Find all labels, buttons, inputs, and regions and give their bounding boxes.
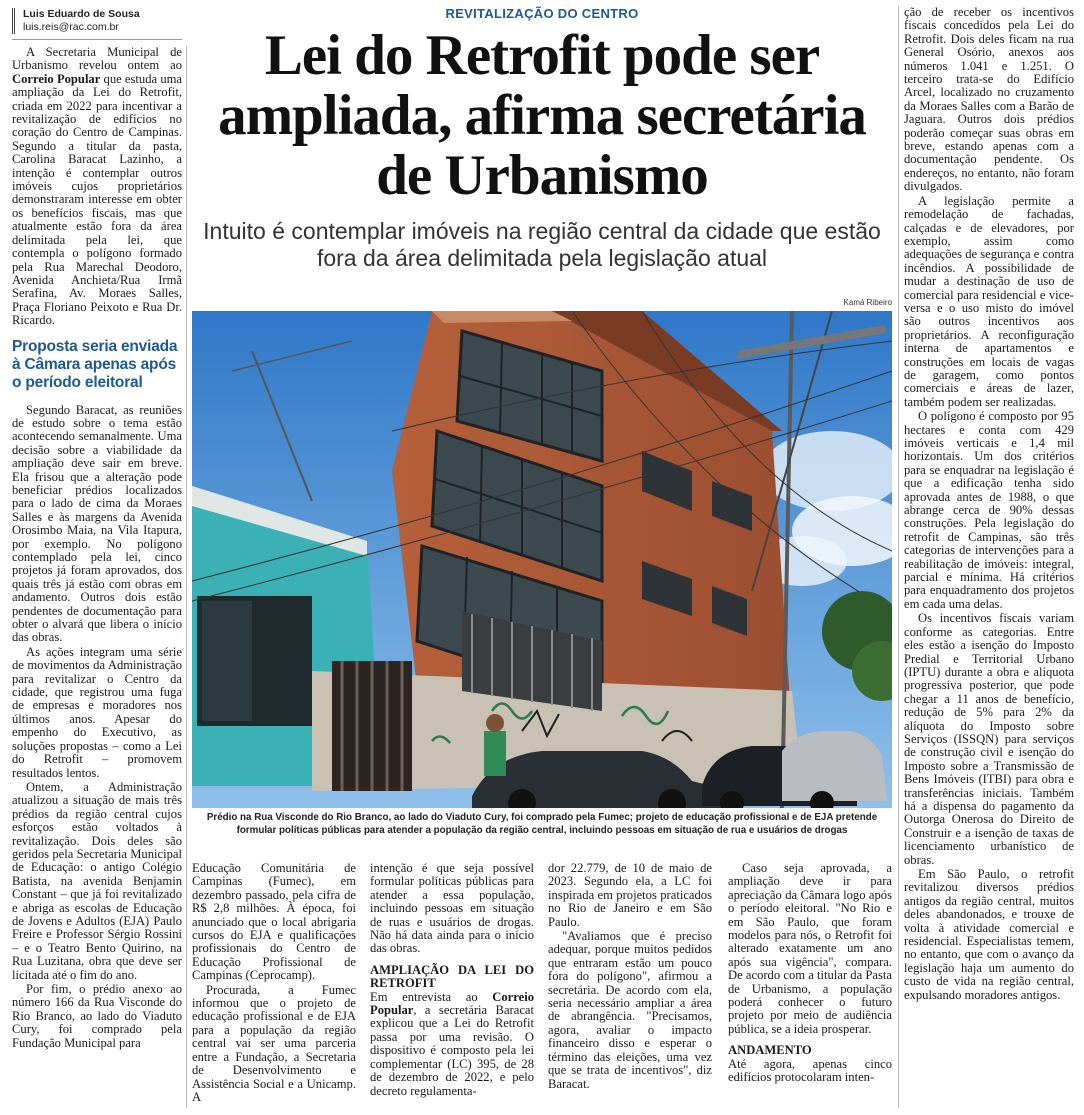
newspaper-name: Correio Popular (12, 71, 101, 86)
article-column-6 (904, 6, 1074, 1003)
article-column-2 (192, 862, 356, 1105)
article-column-4 (548, 862, 712, 1092)
paragraph: dor 22.779, de 10 de maio de 2023. Segundo ela, a LC foi inspirada em projetos praticados no Rio de Janeiro e em São Paulo. (548, 861, 712, 929)
newspaper-name: Correio Popular (370, 989, 534, 1018)
paragraph: O polígono é composto por 95 hectares e conta com 429 imóveis verticais e 1,4 mil horizontais. Um dos critérios para se enquadrar na legislação é que a edificação tenha sido aprovada antes de 1988, o que abrange cerca de 90% dessas construções. Pela legislação do retrofit de Campinas, são três categorias de intervenções para a reabilitação de imóveis: integral, parcial e mínima. Há critérios para enquadramento dos projetos em cada uma delas. (904, 409, 1074, 611)
headline: Lei do Retrofit pode ser ampliada, afirma secretária de Urbanismo (218, 24, 866, 207)
photo-credit: Kamá Ribeiro (843, 298, 892, 307)
paragraph: Em entrevista ao Correio Popular, a secretária Baracat explicou que a Lei do Retrofit passa por uma revisão. O dispositivo é composto pela lei complementar (LC) 395, de 28 de dezembro de 2022, e pelo decreto regulamenta- (370, 989, 534, 1098)
paragraph: Por fim, o prédio anexo ao número 166 da Rua Visconde do Rio Branco, ao lado do Viaduto Cury, foi comprado pela Fundação Municipal para (12, 982, 182, 1050)
column-divider (898, 6, 899, 1108)
article-column-5 (728, 862, 892, 1086)
building-photo-illustration (192, 311, 892, 808)
paragraph: ção de receber os incentivos fiscais concedidos pela Lei do Retrofit. Dois deles ficam na rua General Osório, anexos aos números 1.041 e 1.251. O terceiro trata-se do Edifício Arcel, localizado no cruzamento da Moraes Salles com a Barão de Jaguara. Outros dois prédios poderão começar suas obras em breve, estando apenas com a documentação pendente. Os endereços, no entanto, não foram divulgados. (904, 5, 1074, 194)
paragraph: intenção é que seja possível formular políticas públicas para atender a essa população, incluindo pessoas em situação de ruas e usuários de drogas. Não há data ainda para o início das obras. (370, 861, 534, 956)
photo-caption: Prédio na Rua Visconde do Rio Branco, ao lado do Viaduto Cury, foi comprado pela Fumec; projeto de educação profissional e de EJA pretende formular políticas públicas para atender a população da região central, incluindo pessoas em situação de rua e usuários de drogas (206, 812, 878, 836)
section-kicker: REVITALIZAÇÃO DO CENTRO (445, 6, 639, 21)
author-email[interactable]: luis.reis@rac.com.br (23, 21, 119, 33)
paragraph: Até agora, apenas cinco edifícios protocolaram inten- (728, 1056, 892, 1085)
paragraph: Procurada, a Fumec informou que o projeto de educação profissional e de EJA para a população da região central vai ser uma parceria entre a Fundação, a Secretaria de Desenvolvimento e Assistência Social e a Unicamp. A (192, 982, 356, 1104)
paragraph: Educação Comunitária de Campinas (Fumec), em dezembro passado, pela cifra de R$ 2,8 milhões. À época, foi anunciado que o local abrigaria cursos do EJA e qualificações profissionais do Centro de Educação Profissional de Campinas (Ceprocamp). (192, 861, 356, 983)
article-column-1 (12, 46, 182, 1051)
paragraph: Caso seja aprovada, a ampliação deve ir para apreciação da Câmara logo após o período eleitoral. "No Rio e em São Paulo, que foram modelos para nós, o Retrofit foi alterado exatamente um ano após sua vigência", compara. De acordo com a titular da Pasta de Urbanismo, a população poderá conhecer o futuro projeto por meio de audiência pública, se a ideia prosperar. (728, 861, 892, 1036)
intertitle-ampliacao: AMPLIAÇÃO DA LEI DO RETROFIT (370, 962, 534, 991)
paragraph: Em São Paulo, o retrofit revitalizou diversos prédios antigos da região central, muitos deles abandonados, e trouxe de volta à atividade comercial e residencial. Especialistas temem, no entanto, que com o avanço da legislação haja um aumento do custo de vida na região central, expulsando moradores antigos. (904, 867, 1074, 1002)
paragraph: "Avaliamos que é preciso adequar, porque muitos pedidos que entraram estão um pouco fora do polígono", afirmou a secretária. De acordo com ela, seria necessário ampliar a área de abrangência. "Precisamos, agora, avaliar o impacto financeiro disso e esperar o término das eleições, uma vez que se trata de incentivos", diz Baracat. (548, 929, 712, 1091)
paragraph: Ontem, a Administração atualizou a situação de mais três prédios da região central cujos esforços estão voltados à revitalização. Dois deles são geridos pela Secretaria Municipal de Educação: o antigo Colégio Batista, na avenida Benjamin Constant – que já foi revitalizado e abriga as escolas de Educação de Jovens e Adultos (EJA) Paulo Freire e Professor Sérgio Rossini – e o Teatro Bento Quirino, na Rua Luzitana, obra que deve ser licitada até o fim do ano. (12, 779, 182, 982)
column-divider (186, 46, 187, 1108)
intertitle-andamento: ANDAMENTO (728, 1043, 812, 1058)
author-name: Luis Eduardo de Sousa (23, 8, 140, 20)
subheadline: Intuito é contemplar imóveis na região central da cidade que estão fora da área delimitada pela legislação atual (203, 218, 881, 271)
paragraph: A Secretaria Municipal de Urbanismo revelou ontem ao Correio Popular que estuda uma ampliação da Lei do Retrofit, criada em 2022 para incentivar a revitalização de edifícios no coração do Centro de Campinas. Segundo a titular da pasta, Carolina Baracat Lazinho, a intenção é contemplar outros imóveis cujos proprietários demonstraram interesse em obter os benefícios fiscais, mas que atualmente estão fora da área delimitada pela lei, que contempla o polígono formado pela Rua Marechal Deodoro, Avenida Anchieta/Rua Irmã Serafina, Av. Moraes Salles, Praça Floriano Peixoto e Rua Dr. Ricardo. (12, 45, 182, 328)
article-column-3 (370, 862, 534, 1099)
paragraph: Segundo Baracat, as reuniões de estudo sobre o tema estão acontecendo semanalmente. Uma decisão sobre a viabilidade da ampliação deve sair em breve. Ela frisou que a alteração pode beneficiar prédios localizados para o lado de cima da Moraes Salles e às margens da Avenida Orosimbo Maia, na Vila Itapura, por exemplo. No polígono contemplado pela lei, cinco projetos já foram aprovados, dos quais três já estão com obras em andamento. Outros dois estão pendentes de documentação para obter o alvará que libera o início das obras. (12, 402, 182, 645)
article-photo (192, 311, 892, 808)
byline (12, 8, 182, 34)
paragraph: Os incentivos fiscais variam conforme as categorias. Entre eles estão a isenção do Imposto Predial e Territorial Urbano (IPTU) durante a obra e alíquota progressiva posterior, que pode chegar a 11 anos de benefício, redução de 5% para 2% da alíquota do Imposto sobre Serviços (ISSQN) para serviços de construção civil e isenção do Imposto sobre a Transmissão de Bens Imóveis (ITBI) para obra e transferências iniciais. Também há a dispensa do pagamento da Outorga Onerosa do Direito de Construir e a isenção de taxas de licenciamento urbanístico de obras. (904, 611, 1074, 867)
byline-rule (12, 39, 182, 40)
section-subtitle: Proposta seria enviada à Câmara apenas após o período eleitoral (12, 337, 178, 391)
paragraph: A legislação permite a remodelação de fachadas, calçadas e de elevadores, por exemplo, assim como adequações de segurança e contra incêndios. A possibilidade de mudar a destinação de uso de comercial para residencial e vice-versa e o uso misto do imóvel são outros incentivos aos proprietários. A reconfiguração interna de apartamentos e construções em locais de vagas de garagem, como pontos comerciais e áreas de lazer, também podem ser realizadas. (904, 193, 1074, 409)
paragraph: As ações integram uma série de movimentos da Administração para revitalizar o Centro da cidade, que registrou uma fuga de empresas e moradores nos últimos anos. Apesar do empenho do Executivo, as soluções propostas – como a Lei do Retrofit – promovem resultados lentos. (12, 644, 182, 780)
